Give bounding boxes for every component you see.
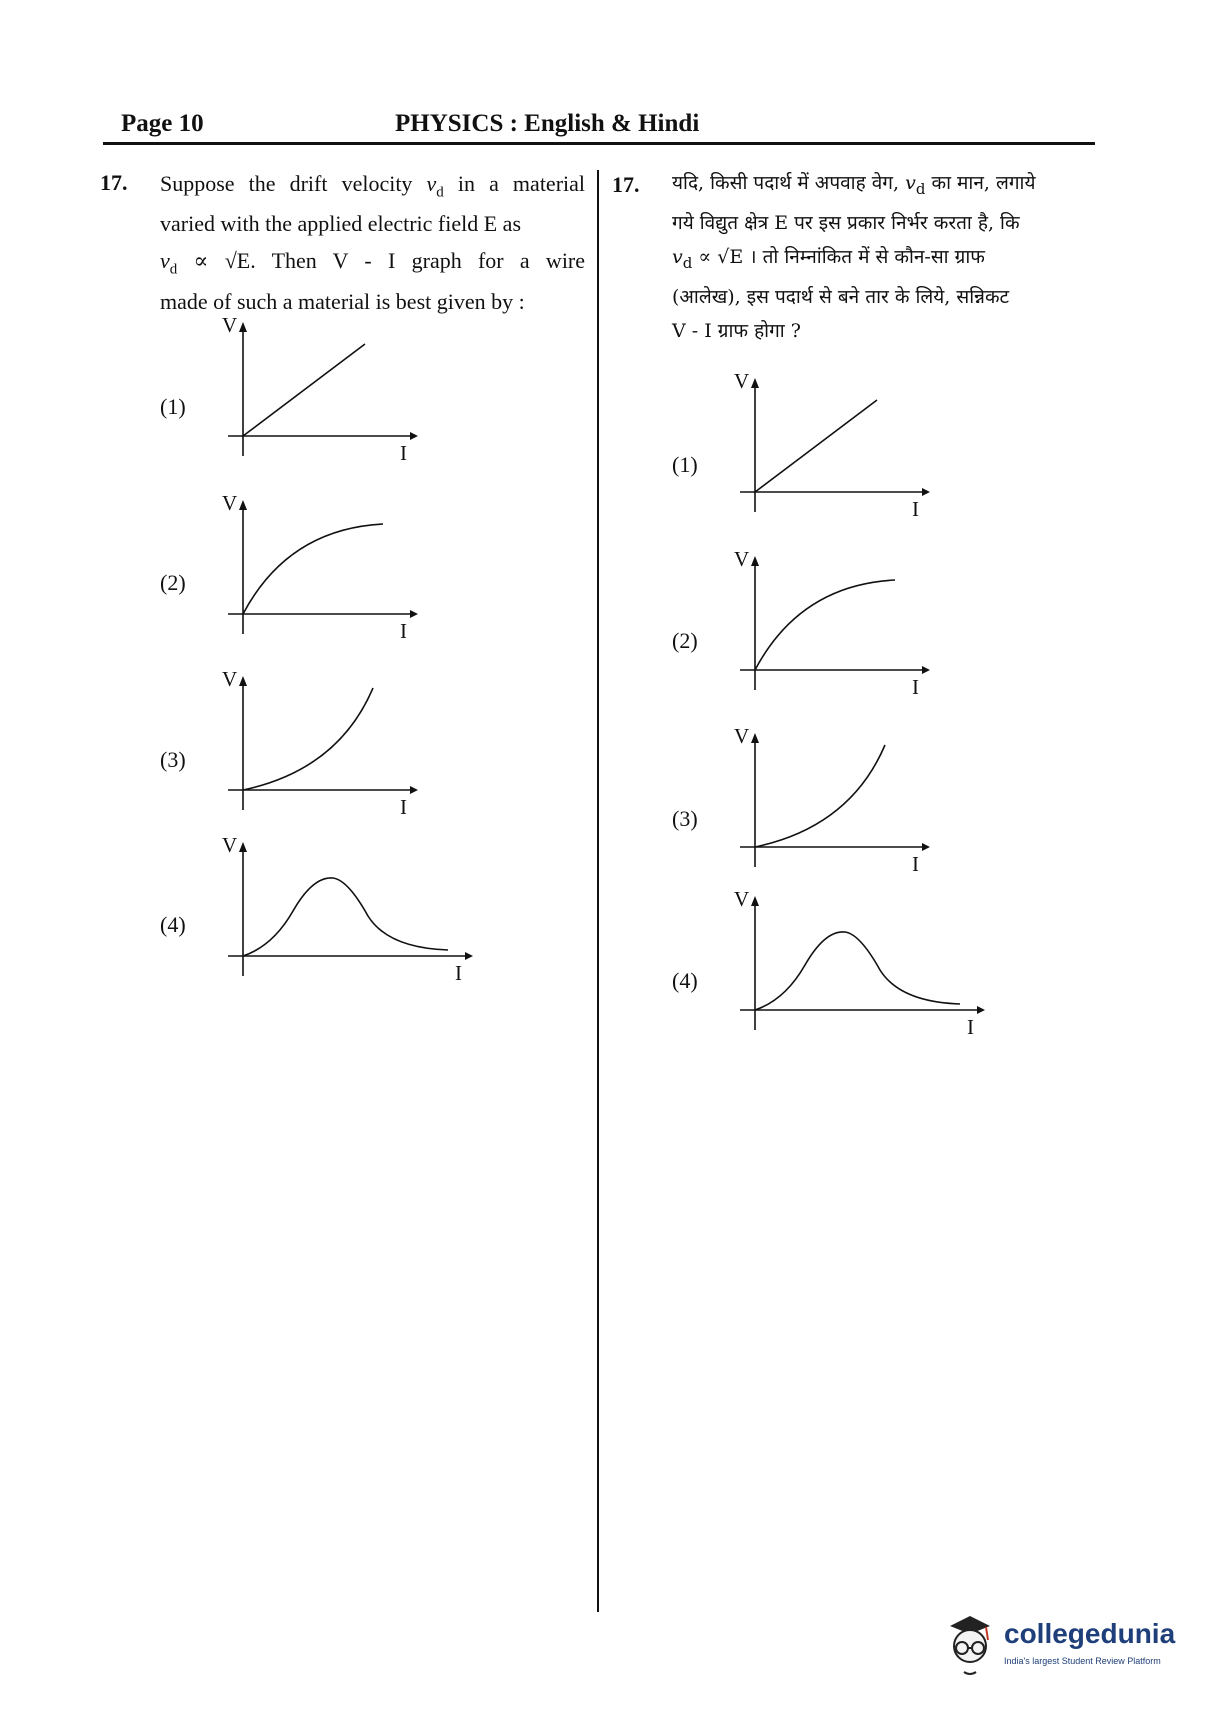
logo-wordmark: collegedunia [1004,1618,1176,1649]
option-label-3-hindi: (3) [672,806,698,831]
y-axis-arrowhead [751,556,759,566]
y-axis-arrowhead [239,676,247,686]
x-axis-label: I [455,961,462,985]
x-axis-arrowhead [922,843,930,851]
graph-option-4-english [218,833,478,986]
y-axis-label: V [734,887,750,911]
vi-curve-concave [243,524,383,614]
y-axis-label: V [222,667,238,691]
option-label-3-english: (3) [160,747,186,772]
question-number-english: 17. [100,170,128,195]
x-axis-label: I [912,497,919,521]
graph-option-2-english [218,491,478,644]
option-label-1-hindi: (1) [672,452,698,477]
option-label-2-hindi: (2) [672,628,698,653]
vi-curve-convex [243,688,373,790]
y-axis-label: V [222,313,238,337]
collegedunia-logo [940,1612,1180,1692]
x-axis-label: I [400,441,407,465]
y-axis-label: V [222,833,238,857]
y-axis-arrowhead [239,322,247,332]
vi-curve-convex [755,745,885,847]
question-text-english: Suppose the drift velocity $v_d$ in a material varied with the applied electric field E as $v_d \propto √E$. Then V - I graph for a wire made of such a material is best given by : [160,171,586,314]
option-label-4-english: (4) [160,912,186,937]
graph-option-3-english [218,667,478,820]
column-divider [597,170,599,1612]
vi-curve-peak [755,932,960,1010]
student-mascot-icon [940,1612,1000,1682]
option-label-1-english: (1) [160,394,186,419]
x-axis-label: I [912,675,919,699]
y-axis-arrowhead [751,378,759,388]
graph-option-3-hindi [730,724,990,877]
x-axis-label: I [967,1015,974,1039]
option-label-4-hindi: (4) [672,968,698,993]
logo-tagline: India's largest Student Review Platform [1004,1656,1161,1666]
page-title: PHYSICS : English & Hindi [395,110,700,137]
y-axis-arrowhead [751,896,759,906]
y-axis-label: V [734,547,750,571]
graph-option-1-english [218,313,478,466]
y-axis-label: V [734,724,750,748]
page-header [103,106,1095,145]
y-axis-arrowhead [239,500,247,510]
x-axis-arrowhead [922,488,930,496]
question-number-hindi: 17. [612,172,640,197]
y-axis-label: V [734,369,750,393]
graph-option-1-hindi [730,369,990,522]
x-axis-label: I [912,852,919,876]
x-axis-arrowhead [977,1006,985,1014]
x-axis-arrowhead [922,666,930,674]
x-axis-arrowhead [410,610,418,618]
x-axis-label: I [400,795,407,819]
graph-option-2-hindi [730,547,990,700]
question-text-hindi: यदि, किसी पदार्थ में अपवाह वेग, $v_d$ का मान, लगाये गये विद्युत क्षेत्र E पर इस प्रकार निर्भर करता है, कि $v_d \propto √E$ । तो निम्नांकित में से कौन-सा ग्राफ (आलेख), इस पदार्थ से बने तार के लिये, सन्निकट V - I ग्राफ होगा ? [672,172,1036,342]
x-axis-arrowhead [410,432,418,440]
x-axis-arrowhead [465,952,473,960]
graph-option-4-hindi [730,887,990,1040]
vi-curve-linear [755,400,877,492]
vi-curve-concave [755,580,895,670]
y-axis-arrowhead [751,733,759,743]
x-axis-arrowhead [410,786,418,794]
y-axis-label: V [222,491,238,515]
vi-curve-linear [243,344,365,436]
page-number: Page 10 [121,110,204,137]
y-axis-arrowhead [239,842,247,852]
option-label-2-english: (2) [160,570,186,595]
vi-curve-peak [243,878,448,956]
x-axis-label: I [400,619,407,643]
